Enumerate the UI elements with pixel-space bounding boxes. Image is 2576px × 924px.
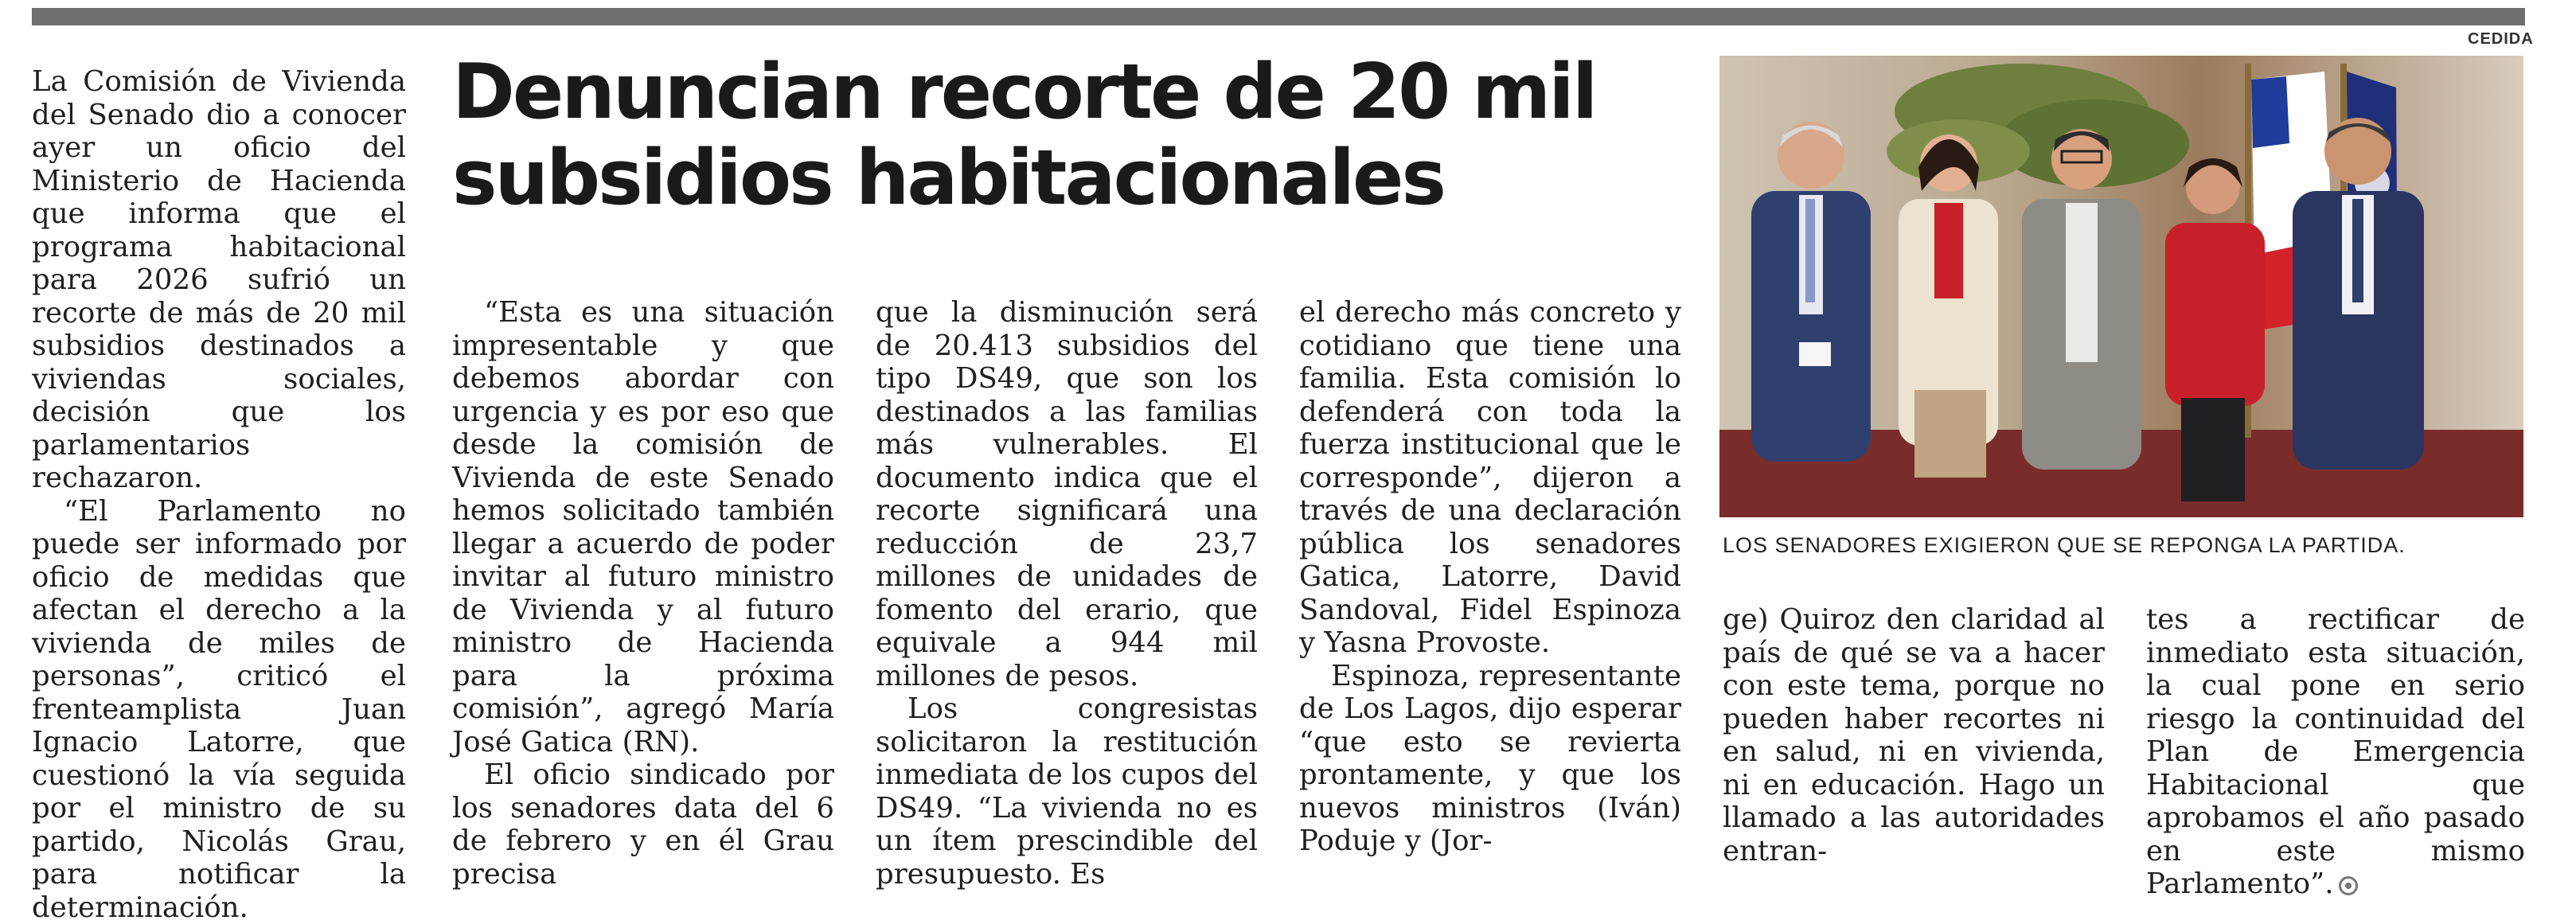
article-column-1 [32,65,406,924]
senators-photo [1719,56,2523,517]
paragraph: “Esta es una situación impresentable y que debemos abordar con urgencia y es por eso que desde la comisión de Vivienda de este Senado hemos solicitado también llegar a acuerdo de poder invitar al futuro ministro de Vivienda y al futuro ministro de Hacienda para la próxima comisión”, agregó María José Gatica (RN). [452,296,834,758]
paragraph: Espinoza, representante de Los Lagos, dijo esperar “que esto se revierta prontamente, y que los nuevos ministros (Iván) Poduje y (Jor- [1299,660,1681,858]
article-column-2 [452,296,834,891]
paragraph: que la disminución será de 20.413 subsidios del tipo DS49, que son los destinados a las familias más vulnerables. El documento indica que el recorte significará una reducción de 23,7 millones de unidades de fomento del erario, que equivale a 944 mil millones de pesos. [876,296,1258,692]
paragraph: El oficio sindicado por los senadores data del 6 de febrero y en él Grau precisa [452,758,834,891]
headline: Denuncian recorte de 20 mil subsidios habitacionales [452,49,1694,221]
article-column-4 [1299,296,1681,858]
end-of-article-icon [2339,876,2358,895]
paragraph: Los congresistas solicitaron la restitución inmediata de los cupos del DS49. “La vivienda no es un ítem prescindible del presupuesto. Es [876,692,1258,891]
photo-caption: LOS SENADORES EXIGIERON QUE SE REPONGA LA PARTIDA. [1723,533,2519,558]
paragraph: ge) Quiroz den claridad al país de qué se va a hacer con este tema, porque no pueden haber recortes ni en salud, ni en vivienda, ni en educación. Hago un llamado a las autoridades entran- [1723,603,2105,867]
paragraph [2146,603,2525,901]
article-column-3 [876,296,1258,891]
photo-credit: CEDIDA [2468,30,2531,49]
paragraph: “El Parlamento no puede ser informado por oficio de medidas que afectan el derecho a la vivienda de miles de personas”, criticó el frenteamplista Juan Ignacio Latorre, que cuestionó la vía seguida por el ministro de su partido, Nicolás Grau, para notificar la determinación. [32,495,406,924]
paragraph-text: tes a rectificar de inmediato esta situación, la cual pone en serio riesgo la continuidad del Plan de Emergencia Habitacional que aprobamos el año pasado en este mismo Parlamento”. [2146,603,2525,900]
paragraph: La Comisión de Vivienda del Senado dio a conocer ayer un oficio del Ministerio de Hacienda que informa que el programa habitacional para 2026 sufrió un recorte de más de 20 mil subsidios destinados a viviendas sociales, decisión que los parlamentarios rechazaron. [32,65,406,495]
article-column-6 [2146,603,2525,901]
article-column-5 [1723,603,2105,867]
top-rule [32,8,2525,25]
paragraph: el derecho más concreto y cotidiano que tiene una familia. Esta comisión lo defenderá con toda la fuerza institucional que le corresponde”, dijeron a través de una declaración pública los senadores Gatica, Latorre, David Sandoval, Fidel Espinoza y Yasna Provoste. [1299,296,1681,660]
